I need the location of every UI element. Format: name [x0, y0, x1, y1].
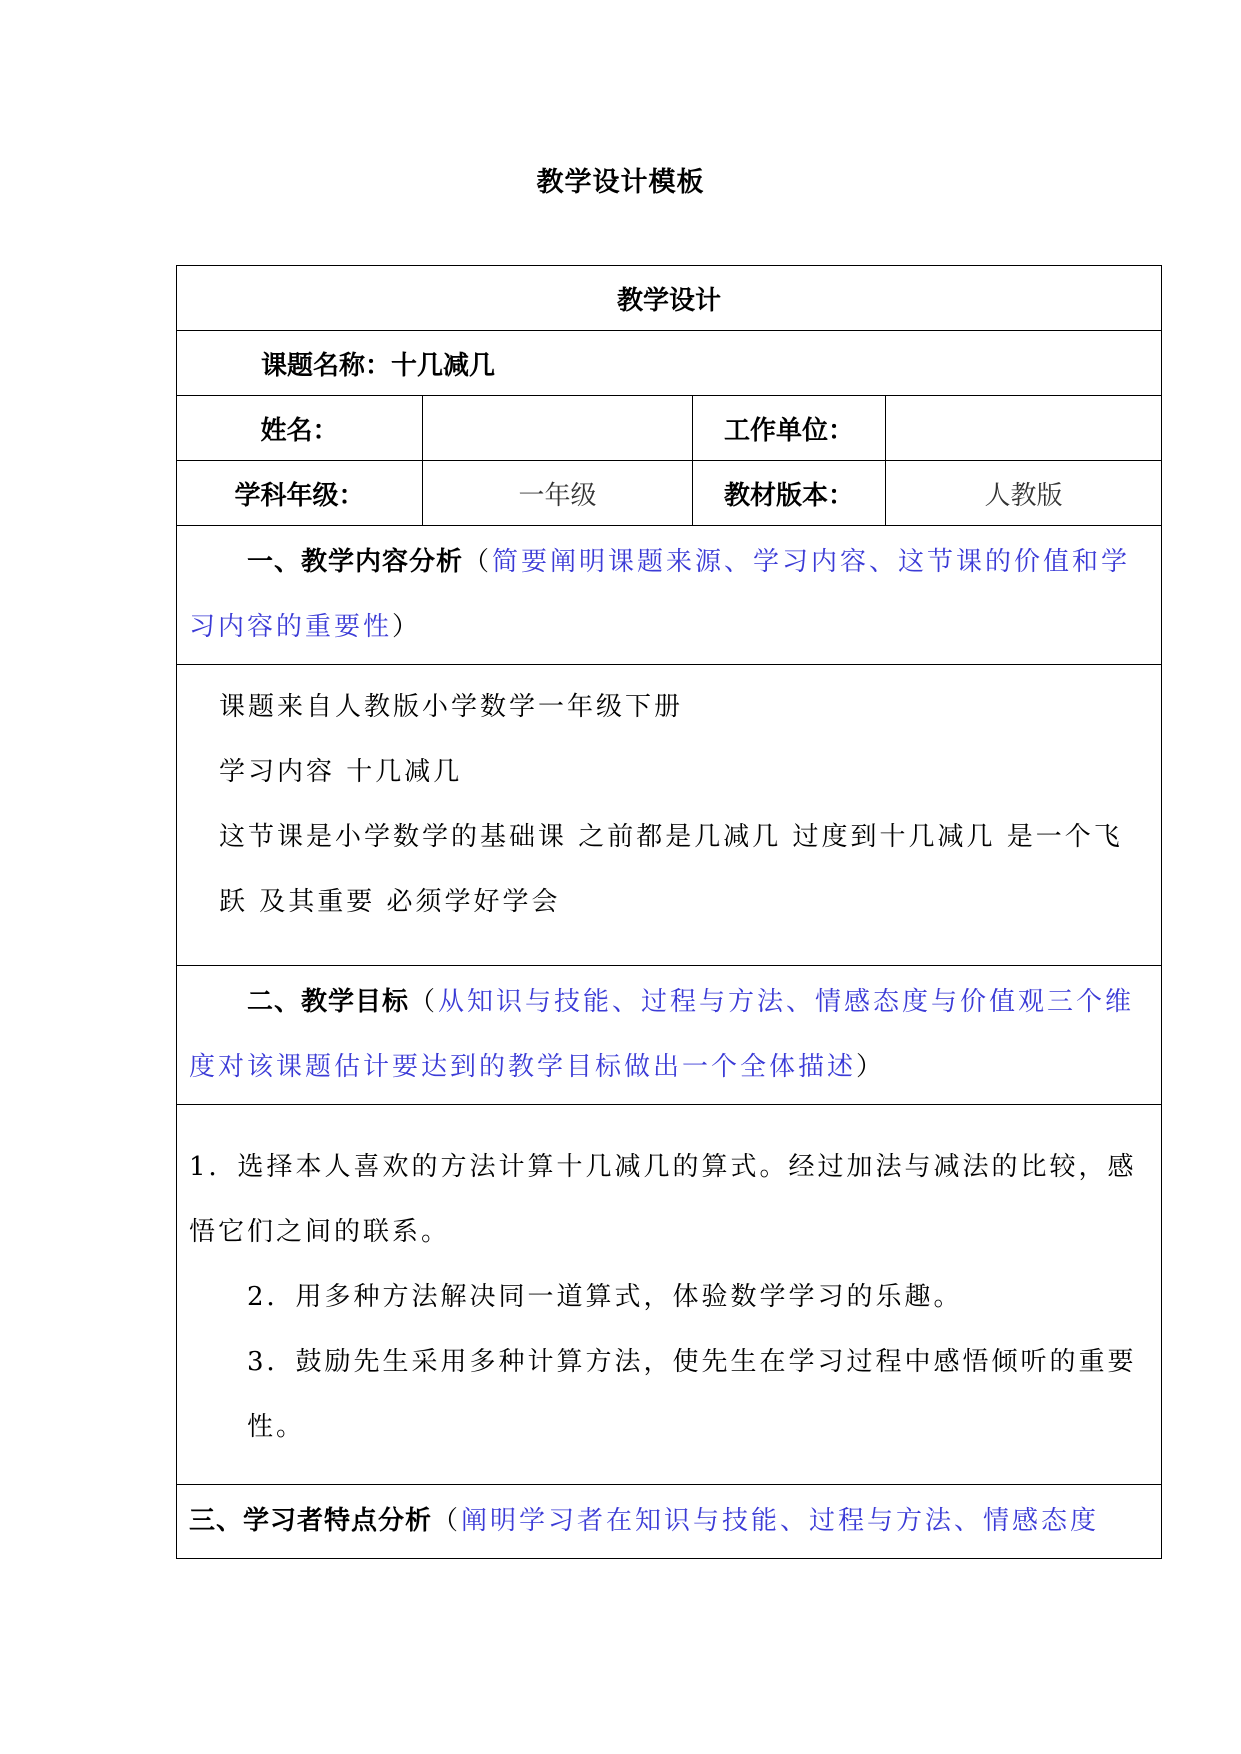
section2-heading-row: [177, 966, 1162, 1105]
section2-body: [177, 1105, 1162, 1485]
section2-title: 二、教学目标: [247, 987, 410, 1017]
section1-paren-close: ）: [392, 612, 422, 642]
teaching-design-table: [176, 265, 1162, 1559]
section1-heading: [177, 526, 1162, 665]
grade-value: 一年级: [423, 461, 693, 526]
topic-row: [177, 331, 1162, 396]
section1-paren-open: （: [463, 547, 493, 577]
table-header: 教学设计: [177, 266, 1162, 331]
section3-title: 三、学习者特点分析: [189, 1506, 433, 1536]
section1-line: 课题来自人教版小学数学一年级下册: [219, 692, 684, 722]
grade-label: 学科年级：: [177, 461, 423, 526]
objective-item: 1．选择本人喜欢的方法计算十几减几的算式。经过加法与减法的比较，感悟它们之间的联系。: [189, 1152, 1137, 1247]
document-title: 教学设计模板: [536, 167, 705, 198]
edition-value: 人教版: [886, 461, 1162, 526]
grade-row: [177, 461, 1162, 526]
section1-line: 这节课是小学数学的基础课 之前都是几减几 过度到十几减几 是一个飞跃 及其重要 必须学好学会: [219, 822, 1123, 917]
unit-value: [886, 396, 1162, 461]
topic-name: 课题名称：十几减几: [177, 331, 1162, 396]
section1-title: 一、教学内容分析: [247, 547, 464, 577]
section2-heading: [177, 966, 1162, 1105]
section3-hint: 阐明学习者在知识与技能、过程与方法、情感态度: [461, 1506, 1100, 1536]
section3-heading: [177, 1485, 1162, 1559]
section2-paren-open: （: [409, 987, 439, 1017]
name-value: [423, 396, 693, 461]
section1-body: [177, 665, 1162, 966]
name-row: [177, 396, 1162, 461]
section2-paren-close: ）: [856, 1052, 886, 1082]
edition-label: 教材版本：: [693, 461, 886, 526]
section2-body-row: [177, 1105, 1162, 1485]
objective-item: 3．鼓励先生采用多种计算方法，使先生在学习过程中感悟倾听的重要性。: [247, 1347, 1137, 1442]
section1-hint: 简要阐明课题来源、学习内容、这节课的价值和学习内容的重要性: [189, 547, 1131, 642]
section1-heading-row: [177, 526, 1162, 665]
section1-body-row: [177, 665, 1162, 966]
section2-hint: 从知识与技能、过程与方法、情感态度与价值观三个维度对该课题估计要达到的教学目标做出一个全体描述: [189, 987, 1135, 1082]
objective-item: 2．用多种方法解决同一道算式，体验数学学习的乐趣。: [247, 1282, 963, 1312]
section3-paren-open: （: [432, 1506, 462, 1536]
name-label: 姓名：: [177, 396, 423, 461]
table-header-row: [177, 266, 1162, 331]
unit-label: 工作单位：: [693, 396, 886, 461]
section3-heading-row: [177, 1485, 1162, 1559]
section1-line: 学习内容 十几减几: [219, 757, 463, 787]
